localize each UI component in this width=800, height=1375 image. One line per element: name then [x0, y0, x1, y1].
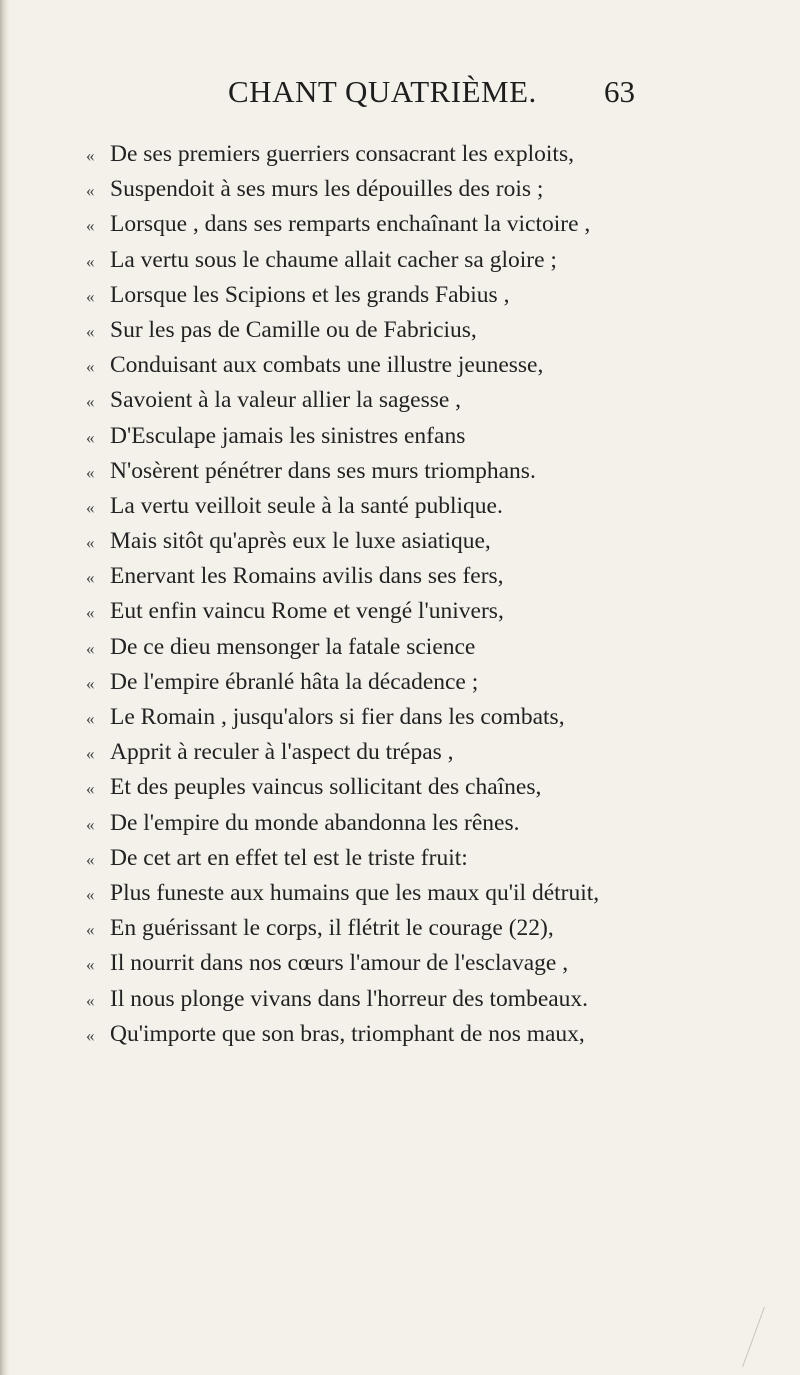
quote-mark: «: [86, 216, 95, 236]
verse-line: [86, 454, 766, 489]
quote-mark: «: [86, 603, 95, 623]
verse-line: [86, 278, 766, 313]
verse-text: Savoient à la valeur allier la sagesse ,: [110, 387, 462, 414]
verse-line: [86, 137, 766, 172]
quote-mark: «: [86, 779, 95, 799]
verse-text: De l'empire ébranlé hâta la décadence ;: [110, 668, 479, 695]
verse-line: [86, 243, 766, 278]
verse-line: [86, 313, 766, 348]
quote-mark: «: [86, 638, 95, 658]
verse-text: De l'empire du monde abandonna les rênes.: [110, 809, 520, 836]
quote-mark: «: [86, 955, 95, 975]
verse-line: [86, 982, 766, 1017]
verse-line: [86, 876, 766, 911]
quote-mark: «: [86, 497, 95, 517]
verse-line: [86, 348, 766, 383]
verse-text: Sur les pas de Camille ou de Fabricius,: [110, 316, 477, 343]
verse-text: Suspendoit à ses murs les dépouilles des rois ;: [110, 176, 544, 203]
quote-mark: «: [86, 884, 95, 904]
verse-line: [86, 207, 766, 242]
quote-mark: «: [86, 462, 95, 482]
verse-text: Eut enfin vaincu Rome et vengé l'univers,: [110, 598, 504, 625]
verse-text: Plus funeste aux humains que les maux qu'il détruit,: [110, 879, 600, 906]
quote-mark: «: [86, 673, 95, 693]
quote-mark: «: [86, 709, 95, 728]
verse-line: [86, 594, 766, 629]
quote-mark: «: [86, 1025, 95, 1045]
quote-mark: «: [86, 533, 95, 553]
verse-text: Il nourrit dans nos cœurs l'amour de l'esclavage ,: [110, 950, 569, 977]
verse-text: Le Romain , jusqu'alors si fier dans les combats,: [110, 704, 565, 730]
quote-mark: «: [86, 920, 95, 940]
chapter-title: CHANT QUATRIÈME.: [228, 74, 537, 109]
quote-mark: «: [86, 357, 95, 377]
verse-text: N'osèrent pénétrer dans ses murs triomphans.: [110, 457, 536, 484]
quote-mark: «: [86, 427, 95, 447]
verse-line: [86, 946, 766, 981]
verse-line: [86, 911, 766, 946]
verse-text: La vertu sous le chaume allait cacher sa gloire ;: [110, 246, 557, 273]
page-mark: [742, 1307, 793, 1367]
running-head: [0, 74, 800, 114]
verse-line: [86, 630, 766, 665]
verse-text: En guérissant le corps, il flétrit le courage (22),: [110, 915, 554, 942]
verse-line: [86, 172, 766, 207]
verse-line: [86, 489, 766, 524]
quote-mark: «: [86, 814, 95, 834]
verse-text: D'Esculape jamais les sinistres enfans: [110, 422, 466, 449]
verse-line: [86, 419, 766, 454]
verse-text: Enervant les Romains avilis dans ses fers,: [110, 563, 504, 590]
verse-line: [86, 735, 766, 770]
verse-line: [86, 841, 766, 876]
verse-text: De cet art en effet tel est le triste fruit:: [110, 844, 468, 871]
verse-line: [86, 665, 766, 700]
verse-text: Lorsque les Scipions et les grands Fabius ,: [110, 281, 510, 308]
poem-verses: [86, 137, 766, 1052]
verse-line: [86, 806, 766, 841]
verse-text: Apprit à reculer à l'aspect du trépas ,: [110, 739, 454, 766]
quote-mark: «: [86, 181, 95, 201]
verse-text: Mais sitôt qu'après eux le luxe asiatique,: [110, 528, 491, 555]
verse-text: Qu'importe que son bras, triomphant de nos maux,: [110, 1020, 585, 1047]
verse-text: La vertu veilloit seule à la santé publique.: [110, 492, 503, 519]
verse-line: [86, 770, 766, 805]
quote-mark: «: [86, 568, 95, 588]
verse-line: [86, 559, 766, 594]
verse-line: [86, 383, 766, 418]
quote-mark: «: [86, 251, 95, 271]
quote-mark: «: [86, 392, 95, 412]
verse-line: [86, 524, 766, 559]
quote-mark: «: [86, 286, 95, 306]
quote-mark: «: [86, 146, 95, 165]
verse-text: Et des peuples vaincus sollicitant des chaînes,: [110, 774, 542, 801]
quote-mark: «: [86, 744, 95, 764]
verse-text: Lorsque , dans ses remparts enchaînant la victoire ,: [110, 211, 591, 238]
quote-mark: «: [86, 321, 95, 341]
verse-text: Conduisant aux combats une illustre jeunesse,: [110, 352, 544, 379]
verse-line: [86, 1017, 766, 1052]
verse-text: De ce dieu mensonger la fatale science: [110, 633, 476, 660]
verse-line: [86, 700, 766, 735]
quote-mark: «: [86, 990, 95, 1010]
verse-text: De ses premiers guerriers consacrant les exploits,: [110, 141, 574, 167]
page-number: 63: [604, 74, 635, 109]
verse-text: Il nous plonge vivans dans l'horreur des tombeaux.: [110, 985, 589, 1012]
quote-mark: «: [86, 849, 95, 869]
